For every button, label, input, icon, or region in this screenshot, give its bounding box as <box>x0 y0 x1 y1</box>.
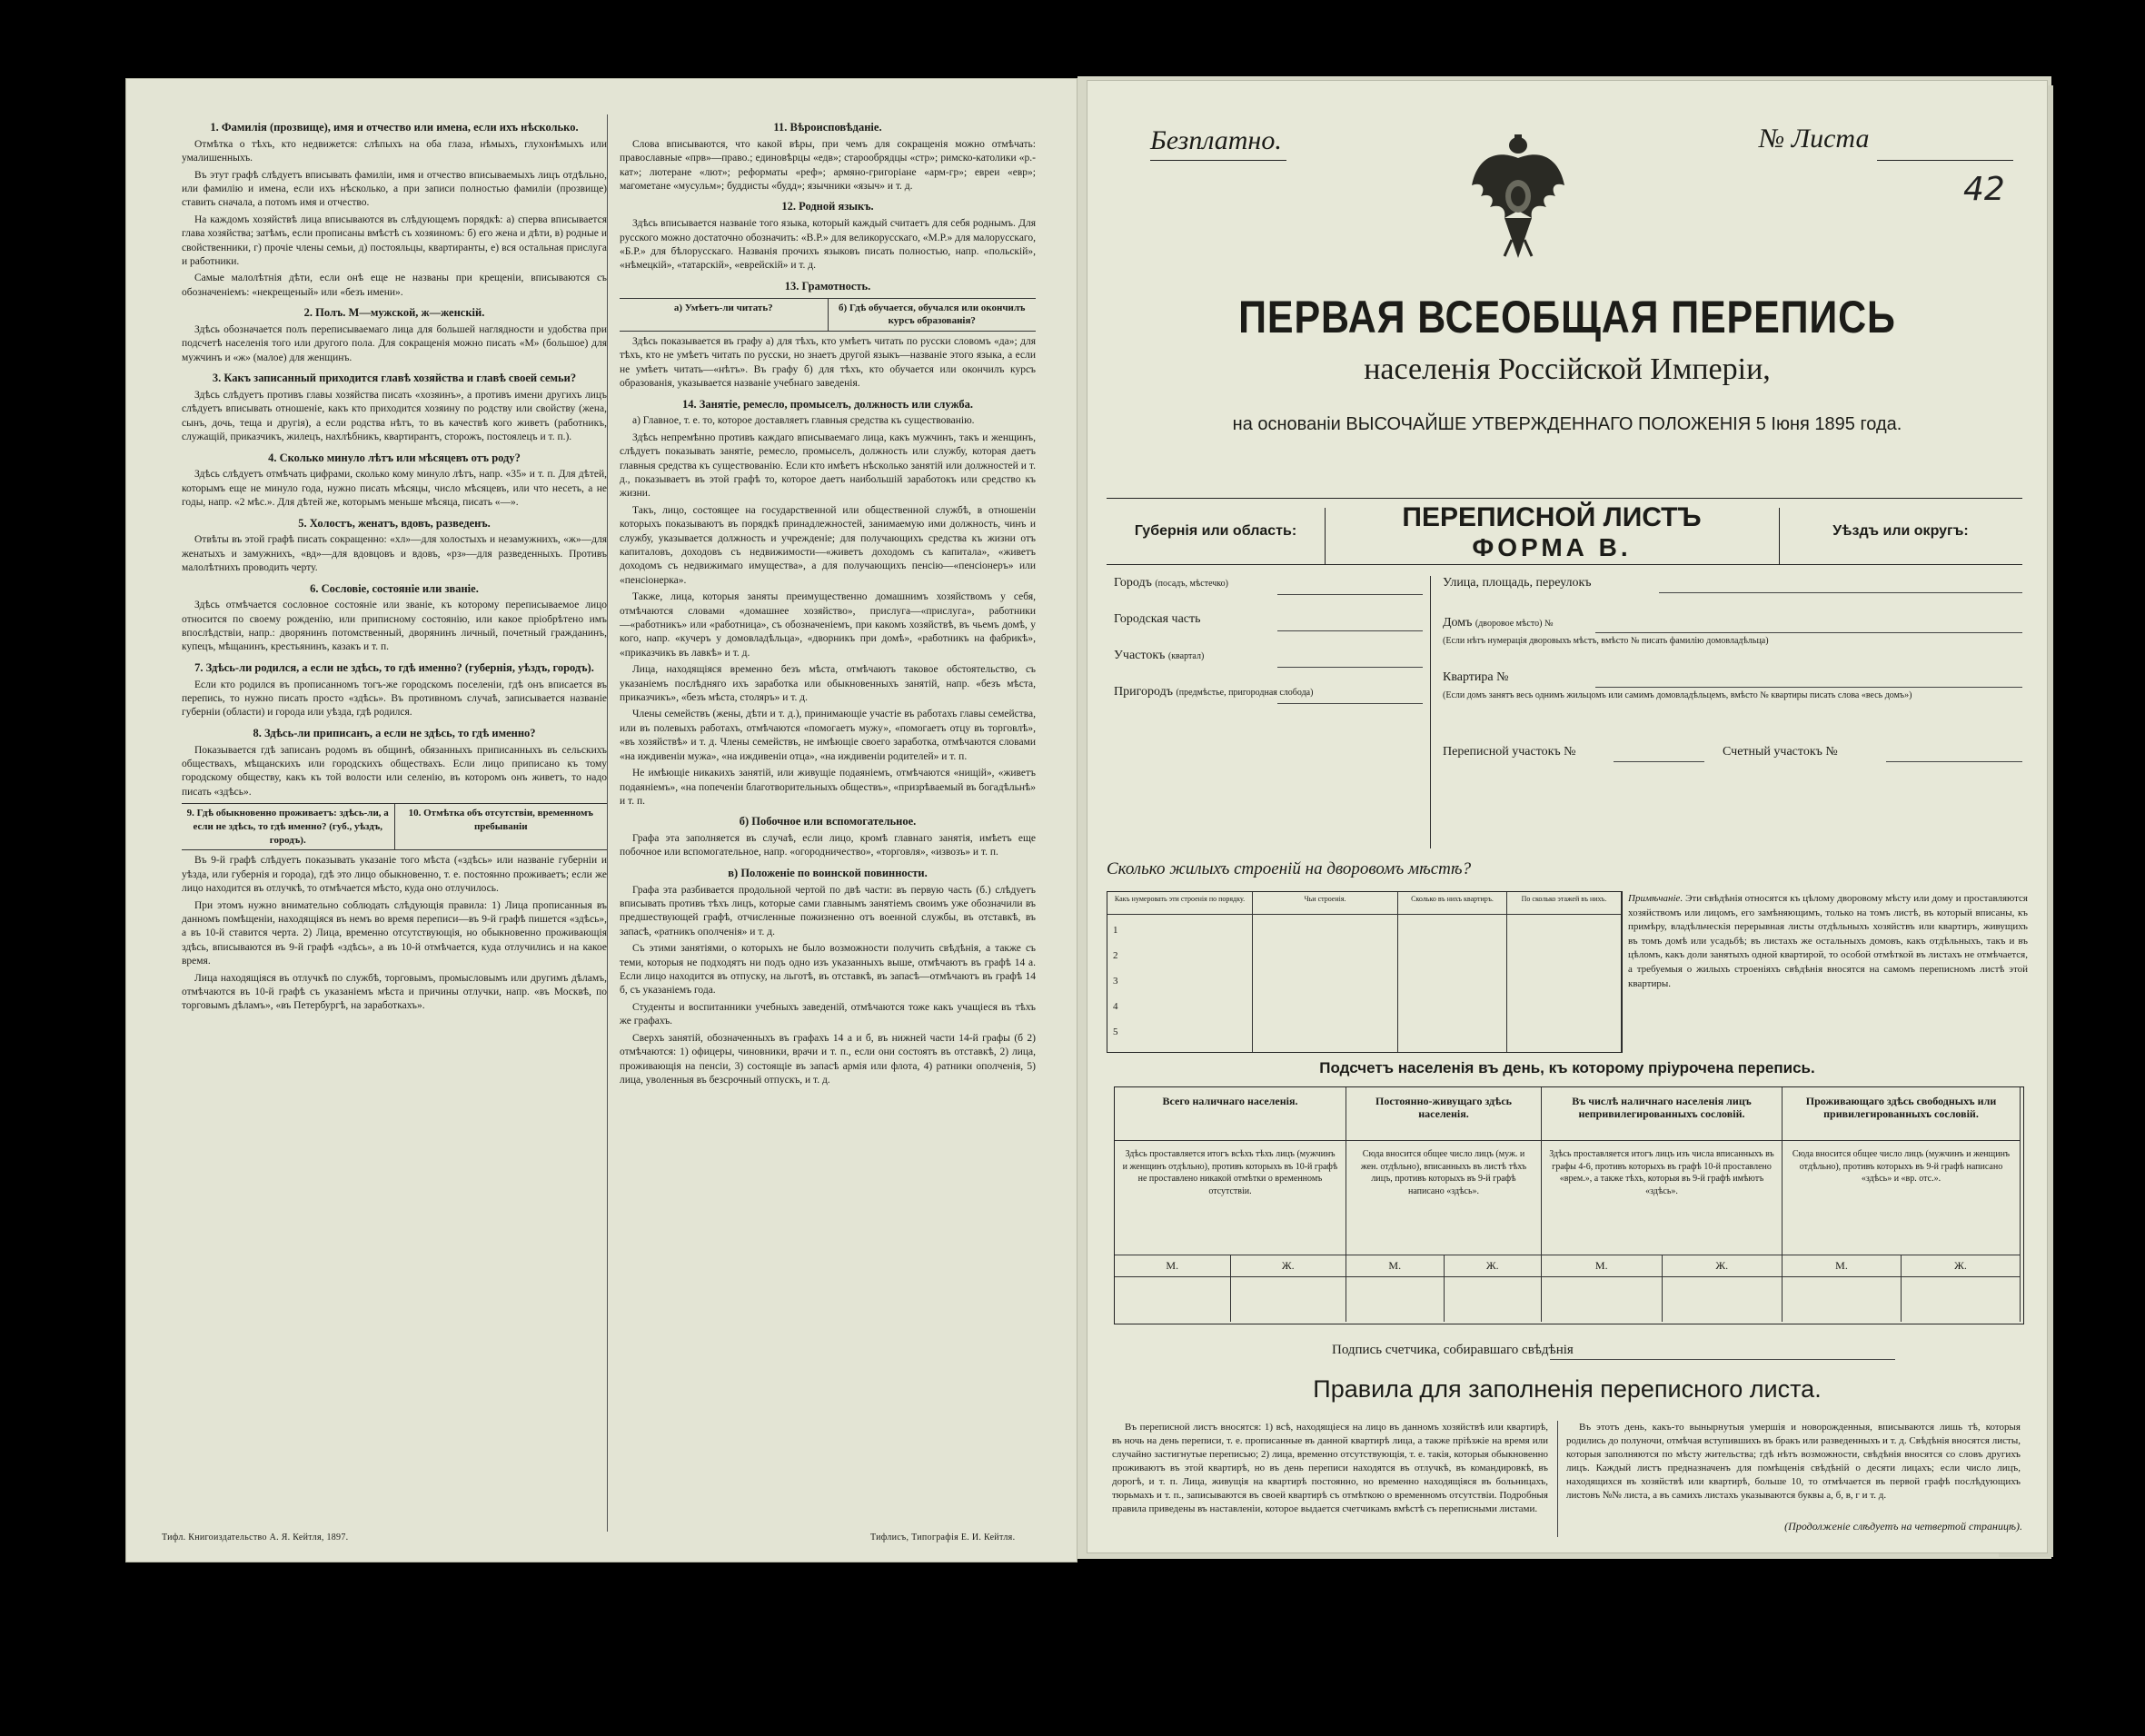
section-heading: 7. Здѣсь-ли родился, а если не здѣсь, то гдѣ именно? (губернія, уѣздъ, городъ). <box>194 660 594 674</box>
instruction-paragraph: Лица находящіяся въ отлучкѣ по службѣ, торговымъ, промысловымъ или другимъ дѣламъ, отмѣчаются въ 10-й графѣ съ указаніемъ мѣста и причины отлучки, напр. «въ Москвѣ, по торговымъ дѣламъ», «въ Петербургѣ, на заработкахъ». <box>182 972 607 1012</box>
rules-column-left <box>1112 1421 1548 1537</box>
rules-right-text: Въ этотъ день, какъ-то вынырнутыя умершія и новорожденныя, вписываются лишь тѣ, которыя родились до полуночи, отмѣчая вступившихъ въ бракъ или разведенныхъ и т. д. Свѣдѣнія вносятся листы, которыя заполняются по мѣсту жительства; гдѣ нѣтъ возможности, свѣдѣнія вносятся со словъ другихъ лицъ. Каждый листъ предназначенъ для помѣщенія свѣдѣній о десяти лицахъ; если число лицъ, находящихся въ хозяйствѣ или квартирѣ, больше 10, то отмѣчается въ первой графѣ послѣдующихъ листовъ №№ листа, а въ самихъ листахъ указываются буквы а, б, в, г и т. д. <box>1566 1422 2021 1501</box>
address-label: Городская часть <box>1114 612 1201 626</box>
instruction-paragraph: Такъ, лицо, состоящее на государственной или общественной службѣ, в отношеніи которыхъ показываютъ въ порядкѣ принадлежностей, занимаемую ими должность, чинъ и службу, указывается должность и учрежденіе; для получающихъ средства къ жизни отъ капиталовъ, доходовъ съ недвижимости—«живетъ доходомъ съ капитала», «живетъ доходомъ съ недвижимаго имущества», а для получающихъ пенсію—«пенсіонеръ» или «пенсіонерка». <box>620 504 1036 586</box>
count-table-sex-header: Ж. <box>1231 1255 1347 1276</box>
address-label: Домъ <box>1443 616 1475 630</box>
instruction-paragraph: На каждомъ хозяйствѣ лица вписываются въ слѣдующемъ порядкѣ: а) сперва вписывается глава хозяйства; затѣмъ, если прописаны вмѣстѣ съ хозяиномъ: б) его жена и дѣти, в) родные и свойственники, г) прочіе члены семьи, д) постояльцы, квартиранты, е) вся остальная прислуга и работники. <box>182 213 607 267</box>
count-table-sex-header: Ж. <box>1663 1255 1783 1276</box>
count-table-entry-cell <box>1542 1276 1663 1322</box>
address-hint: (Если домъ занятъ весь однимъ жильцомъ или самимъ домовладѣльцемъ, вмѣсто № квартиры писать слова «весь домъ») <box>1443 690 1912 700</box>
count-table-entry-cell <box>1115 1276 1231 1322</box>
count-table-sex-header: М. <box>1783 1255 1902 1276</box>
address-label: Улица, площадь, переулокъ <box>1443 576 1592 590</box>
address-field-left <box>1114 685 1313 699</box>
count-table-sex-header: Ж. <box>1445 1255 1543 1276</box>
instruction-paragraph: Здѣсь отмѣчается сословное состояніе или званіе, къ которому переписываемое лицо относится по своему рожденію, или приписному состоянію, или какое пріобрѣтено имъ впослѣдствіи, напр.: дворянинъ потомственный, дворянинъ личный, почетный гражданинъ, купецъ, мѣщанинъ, крестьянинъ, казакъ и т. п. <box>182 600 607 653</box>
form-title: ПЕРЕПИСНОЙ ЛИСТЪ <box>1402 502 1702 532</box>
section-heading: 11. Вѣроисповѣданіе. <box>773 121 882 134</box>
section-heading: 13. Грамотность. <box>784 279 871 293</box>
census-subtitle: населенія Россійской Имперіи, <box>1364 352 1771 386</box>
instructions-column-2 <box>620 114 1036 1532</box>
section-heading: 3. Какъ записанный приходится главѣ хозяйства и главѣ своей семьи? <box>212 372 577 385</box>
instruction-paragraph: Отвѣты въ этой графѣ писать сокращенно: «хл»—для холостыхъ и незамужнихъ, «ж»—для женатыхъ и замужнихъ, «вд»—для вдовцовъ и вдовъ, «рз»—для разведенныхъ. Противъ малолѣтнихъ проводить черту. <box>182 534 607 574</box>
census-title: ПЕРВАЯ ВСЕОБЩАЯ ПЕРЕПИСЬ <box>1238 292 1896 342</box>
address-field-right <box>1443 745 1576 759</box>
instruction-paragraph: а) Главное, т. е. то, которое доставляетъ главныя средства къ существованію. <box>632 415 975 427</box>
instruction-paragraph: Въ 9-й графѣ слѣдуетъ показывать указаніе того мѣста («здѣсь» или названіе губерніи и уѣзда, или губернія и города), гдѣ это лицо обыкновенно, т. е. постоянно проживаетъ; если же лицо находится въ отлучкѣ, то отмѣчается мѣсто, куда оно отлучилось. <box>182 855 607 895</box>
count-table-explanation: Здѣсь проставляется итогъ лицъ изъ числа вписанныхъ въ графы 4-6, противъ которыхъ въ графѣ 10-й проставлено «врем.», а также тѣхъ, которыя въ 9-й графѣ имѣютъ «здѣсь». <box>1542 1140 1783 1255</box>
address-line <box>1659 592 2022 593</box>
census-legal-basis: на основаніи ВЫСОЧАЙШЕ УТВЕРЖДЕННАГО ПОЛОЖЕНІЯ 5 Іюня 1895 года. <box>1232 414 1902 434</box>
address-line <box>1277 594 1423 595</box>
instruction-paragraph: Лица, находящіяся временно безъ мѣста, отмѣчаютъ таковое обстоятельство, съ указаніемъ послѣдняго ихъ заработка или обыкновенныхъ занятій, напр. «безъ мѣста, приказчикъ», «безъ мѣста, столяръ» и т. д. <box>620 664 1036 704</box>
address-label: Переписной участокъ № <box>1443 745 1576 759</box>
instruction-paragraph: Здѣсь слѣдуетъ противъ главы хозяйства писать «хозяинъ», а противъ имени другихъ лицъ слѣдуетъ вписывать отношеніе, какъ кто приходится хозяину по родству или свойству (жена, сынъ, дочь, теща и другія), а если родства нѣтъ, то въ качествѣ кого живетъ (работникъ, служащій, приказчикъ, жилецъ, нахлѣбникъ, квартирантъ, сторожъ, постоялецъ и т. п.). <box>182 389 607 443</box>
instruction-paragraph: Сверхъ занятій, обозначенныхъ въ графахъ 14 а и б, въ нижней части 14-й графы (б 2) отмѣчаются: 1) офицеры, чиновники, врачи и т. п., если они состоятъ въ отставкѣ, 2) лица, проживающія на пенсіи, 3) состоящіе въ запасѣ армія или флота, 4) ратники ополченія, 5) лица, уволенныя въ безсрочный отпускъ, и т. д. <box>620 1032 1036 1086</box>
address-line <box>1595 687 2022 688</box>
address-label: Участокъ <box>1114 649 1168 662</box>
count-table-header: Постоянно-живущаго здѣсь населенія. <box>1346 1087 1542 1140</box>
instruction-paragraph: Здѣсь показывается въ графу а) для тѣхъ, кто умѣетъ читать по русски словомъ «да»; для тѣхъ, кто не умѣетъ читать по русски, но знаетъ другой языкъ—названіе этого языка, а если не умѣетъ читать—«нѣтъ». Въ графу б) для тѣхъ, кто обучается или окончилъ курсъ образованія, указывается названіе учебнаго заведенія. <box>620 335 1036 390</box>
address-field-right <box>1443 690 2006 700</box>
rules-left-text: Въ переписной листъ вносятся: 1) всѣ, находящіеся на лицо въ данномъ хозяйствѣ или квартирѣ, въ ночь на день переписи, т. е. прописанные въ данной квартирѣ лица, а также пріѣзжіе на время или случайно застигнутые переписью; 2) лица, временно отсутствующія, т. е. такія, которыя обыкновенно проживаютъ въ этой квартирѣ, но въ день переписи находятся въ отлучкѣ, въ командировкѣ, въ дорогѣ, и т. п. Лица, живущія на квартирѣ постоянно, но временно находящіяся въ больницахъ, тюрьмахъ и т. п., записываются въ своей квартирѣ съ отмѣткою о временномъ отсутствіи. Подробныя правила приведены въ наставленіи, которое выдается счетчикамъ вмѣстѣ съ переписными листами. <box>1112 1422 1548 1514</box>
address-field-right <box>1443 576 1591 590</box>
instruction-paragraph: Здѣсь непремѣнно противъ каждаго вписываемаго лица, какъ мужчинъ, такъ и женщинъ, слѣдуетъ показывать занятіе, ремесло, промыселъ, должность или службу, которая даетъ главныя средства къ существованію. Если кто имѣетъ нѣсколько занятій или должностей и т. д., показываетъ въ этой графѣ то, которое даетъ наибольшій заработокъ или средство къ жизни. <box>620 432 1036 500</box>
rules-title: Правила для заполненія переписного листа. <box>1313 1375 1822 1403</box>
instruction-paragraph: Здѣсь вписывается названіе того языка, который каждый считаетъ для себя роднымъ. Для русского можно достаточно обозначить: «В.Р.» для великорусскаго, «М.Р.» для малорусскаго, «Б.Р.» для бѣлорусскаго. Названія прочихъ языковъ писать полностью, напр. «польскій», «нѣмецкій», «татарскій», «еврейскій» и т. д. <box>620 218 1036 272</box>
section-heading: 1. Фамилія (прозвище), имя и отчество или имена, если ихъ нѣсколько. <box>210 121 579 134</box>
address-hint: (Если нѣтъ нумерація дворовыхъ мѣстъ, вмѣсто № писать фамилію домовладѣльца) <box>1443 636 1769 646</box>
buildings-table-header: Сколько въ нихъ квартиръ. <box>1398 892 1507 1052</box>
address-field-left <box>1114 576 1228 590</box>
section-heading: б) Побочное или вспомогательное. <box>739 815 917 828</box>
address-line <box>1595 632 2022 633</box>
instruction-paragraph: Въ этут графѣ слѣдуетъ вписывать фамиліи, имя и отчество вписываемыхъ лицъ отдѣльно, или фамилію и имена, если ихъ нѣсколько, а при записи полностью фамиліи (прозвище) ставить сначала, а потомъ имя и отчество. <box>182 169 607 209</box>
printer-imprint-left: Тифл. Книгоиздательство А. Я. Кейтля, 1897. <box>162 1533 349 1543</box>
count-table-entry-cell <box>1783 1276 1902 1322</box>
sheet-number-label: № Листа <box>1759 124 1870 154</box>
count-table-entry-cell <box>1445 1276 1543 1322</box>
question-box-cell: 9. Гдѣ обыкновенно проживаетъ: здѣсь-ли, а если не здѣсь, то гдѣ именно? (губ., уѣздъ, городъ). <box>186 808 389 846</box>
count-table-entry-cell <box>1902 1276 2021 1322</box>
address-label: Городъ <box>1114 576 1156 590</box>
instruction-paragraph: Отмѣтка о тѣхъ, кто недвижется: слѣпыхъ на оба глаза, нѣмыхъ, глухонѣмыхъ или умалишенныхъ. <box>182 138 607 164</box>
count-table-explanation: Здѣсь проставляется итогъ всѣхъ тѣхъ лицъ (мужчинъ и женщинъ отдѣльно), противъ которыхъ въ 10-й графѣ не проставлено никакой отмѣтки о временномъ отсутствіи. <box>1115 1140 1346 1255</box>
address-line <box>1614 761 1704 762</box>
instruction-paragraph: Самые малолѣтнія дѣти, если онѣ еще не названы при крещеніи, вписываются съ обозначеніемъ: «некрещеный» или «безъ имени». <box>182 273 607 298</box>
enumerator-signature-label: Подпись счетчика, собиравшаго свѣдѣнія <box>1332 1343 1574 1357</box>
instructions-column-1 <box>182 114 607 1532</box>
address-field-left <box>1114 612 1201 627</box>
form-type: ФОРМА В. <box>1472 533 1632 561</box>
question-box-cell: 10. Отмѣтка объ отсутствіи, временномъ пребываніи <box>394 804 608 849</box>
rules-divider <box>1557 1421 1558 1537</box>
address-field-right <box>1443 616 1553 630</box>
count-table-explanation: Сюда вносится общее число лицъ (мужчинъ и женщинъ отдѣльно), противъ которыхъ въ 9-й графѣ написано «здѣсь» и «вр. отс.». <box>1783 1140 2021 1255</box>
literacy-question-box <box>620 298 1036 332</box>
buildings-row-number: 4 <box>1113 1001 1118 1012</box>
right-page <box>1087 80 2048 1553</box>
section-heading: 14. Занятіе, ремесло, промыселъ, должность или служба. <box>681 397 974 411</box>
count-table-sex-header: М. <box>1346 1255 1445 1276</box>
instruction-paragraph: Здѣсь обозначается полъ переписываемаго лица для большей наглядности и удобства при подсчетѣ населенія того или другого пола. Для сокращенія можно писать «М» (большое) для мужчинъ и «ж» (малое) для женщинъ. <box>182 323 607 363</box>
instruction-paragraph: Если кто родился въ прописанномъ тогъ-же городскомъ поселеніи, гдѣ онъ вписается въ перепись, то нужно писать просто «здѣсь». Въ противномъ случаѣ, записывается названіе губерніи (области) и города или уѣзда, гдѣ родился. <box>182 679 607 719</box>
section-heading: в) Положеніе по воинской повинности. <box>728 866 928 879</box>
buildings-row-number: 3 <box>1113 976 1118 987</box>
buildings-note <box>1628 892 2028 991</box>
count-table-sex-header: М. <box>1542 1255 1663 1276</box>
instruction-paragraph: Не имѣющіе никакихъ занятій, или живущіе подаяніемъ, отмѣчаются «нищій», «живетъ подаяніемъ», «на попеченіи благотворительныхъ обществъ», «призрѣваемый въ богадѣльнѣ» и т. п. <box>620 768 1036 807</box>
free-underline <box>1150 160 1286 161</box>
address-hint: (дворовое мѣсто) № <box>1475 619 1554 629</box>
printer-imprint-right: Тифлисъ, Типографія Е. И. Кейтля. <box>870 1533 1016 1543</box>
instruction-paragraph: Члены семействъ (жены, дѣти и т. д.), принимающіе участіе въ работахъ главы семейства, или въ полевыхъ работахъ, отмѣчаются «помогаетъ мужу», «помогаетъ отцу въ торговлѣ», «въ хозяйствѣ» и т. д. Члены семействъ, не имѣющіе своего заработка, отмѣчаются словами «на иждивеніи мужа», «на иждивеніи отца», «на иждивеніи родителей» и т. п. <box>620 709 1036 762</box>
count-table-entry-cell <box>1663 1276 1783 1322</box>
count-table-header: Проживающаго здѣсь свободныхъ или привилегированныхъ сословій. <box>1783 1087 2021 1140</box>
address-hint: (предмѣстье, пригородная слобода) <box>1176 688 1314 698</box>
address-line <box>1886 761 2022 762</box>
address-field-right <box>1723 745 1838 759</box>
count-table-entry-cell <box>1346 1276 1445 1322</box>
instruction-paragraph: Здѣсь слѣдуетъ отмѣчать цифрами, сколько кому минуло лѣтъ, напр. «35» и т. п. Для дѣтей, которымъ еще не минуло года, нужно писать мѣсяцы, число мѣсяцевъ, или что несеть, а не годы, напр. «2 мѣс.». Для дѣтей же, которымъ меньше мѣсяца, писать «—». <box>182 469 607 509</box>
address-field-right <box>1443 636 2006 646</box>
instruction-paragraph: Съ этими занятіями, о которыхъ не было возможности получить свѣдѣнія, а также съ теми, которыя не подходятъ ни подъ одно изъ указанныхъ выше, отмѣчаютъ въ графѣ 14 а. Если лицо находится въ отпуску, на льготѣ, въ отставкѣ, въ запасѣ—отмѣчаютъ въ графѣ 14 б, съ указаніемъ года. <box>620 943 1036 997</box>
buildings-table-header-rule <box>1107 914 1622 915</box>
address-hint: (квартал) <box>1167 651 1205 661</box>
rules-continuation: (Продолженіе слѣдуетъ на четвертой страницѣ). <box>1784 1520 2022 1533</box>
rules-column-right <box>1566 1421 2021 1519</box>
note-body: Эти свѣдѣнія относятся къ цѣлому дворовому мѣсту или дому и проставляются хозяйствомъ или лицомъ, его замѣняющимъ, только на томъ листѣ, въ который вписаны, къ примѣру, владѣльческія перерывная листы отдѣльныхъ хозяйствъ или квартиръ, живущихъ въ томъ домѣ или усадьбѣ; въ листахъ же остальныхъ домовъ, какъ отдѣльныхъ, такъ и въ цѣломъ, какъ доли занятыхъ одной квартирой, то особой отмѣткой въ листахъ не отмѣчается, а требуемыя о жилыхъ строеніяхъ свѣдѣнія вносятся на самомъ переписномъ листѣ этой квартиры. <box>1628 893 2028 989</box>
address-divider <box>1430 576 1431 848</box>
instruction-paragraph: При этомъ нужно внимательно соблюдать слѣдующія правила: 1) Лица прописанныя въ данномъ помѣщеніи, находящіяся въ немъ во время переписи—въ 9-й графѣ пишется «здѣсь», а въ 10-й ставится черта. 2) Лица, временно отсутствующія, но обыкновенно проживающія здѣсь, вписываются въ 9-й графѣ «здѣсь», а въ 10-й отмѣчается, куда отлучились и на какое время. <box>182 899 607 967</box>
population-count-title: Подсчетъ населенія въ день, къ которому пріурочена перепись. <box>1319 1059 1815 1076</box>
note-label: Примѣчаніе. <box>1628 893 1683 904</box>
buildings-table-header: По сколько этажей въ нихъ. <box>1507 892 1622 1052</box>
buildings-row-number: 1 <box>1113 925 1118 936</box>
column-divider <box>607 114 608 1532</box>
count-table-header: Всего наличнаго населенія. <box>1115 1087 1346 1140</box>
buildings-question: Сколько жилыхъ строеній на дворовомъ мѣстѣ? <box>1107 859 1472 878</box>
imperial-eagle-emblem-icon <box>1468 131 1568 267</box>
buildings-table-header: Какъ нумеровать эти строенія по порядку. <box>1107 892 1253 1052</box>
address-line <box>1277 667 1423 668</box>
free-label: Безплатно. <box>1150 125 1282 155</box>
address-label: Счетный участокъ № <box>1723 745 1838 759</box>
section-heading: 12. Родной языкъ. <box>781 200 874 213</box>
section-heading: 6. Сословіе, состояніе или званіе. <box>310 581 479 595</box>
count-table-explanation: Сюда вносится общее число лицъ (муж. и жен. отдѣльно), вписанныхъ въ листѣ тѣхъ лицъ, противъ которыхъ въ 9-й графѣ написано «здѣсь». <box>1346 1140 1542 1255</box>
buildings-table <box>1107 891 1623 1053</box>
address-label: Пригородъ <box>1114 685 1177 699</box>
address-hint: (посадъ, мѣстечко) <box>1155 579 1228 589</box>
district-label: Уѣздъ или округъ: <box>1832 523 1969 539</box>
population-count-table <box>1114 1086 2024 1324</box>
count-table-entry-cell <box>1231 1276 1347 1322</box>
buildings-table-header: Чьи строенія. <box>1253 892 1398 1052</box>
question-box-cell: б) Гдѣ обучается, обучался или окончилъ курсъ образованія? <box>828 299 1037 331</box>
address-label: Квартира № <box>1443 670 1509 684</box>
sheet-number-handwritten: 42 <box>1963 171 2005 208</box>
instruction-paragraph: Студенты и воспитанники учебныхъ заведеній, отмѣчаются тоже какъ учащіеся въ тѣхъ же графахъ. <box>620 1001 1036 1027</box>
instruction-paragraph: Графа эта разбивается продольной чертой по двѣ части: въ первую часть (б.) слѣдуетъ вписывать противъ тѣхъ лицъ, которые сами главнымъ занятіемъ своимъ уже обозначили въ предшествующей графѣ, отчисленные пожизненно отъ военной службы, въ отставкѣ, въ запасѣ, «ратникъ ополченія» и т. д. <box>620 884 1036 937</box>
instruction-paragraph: Слова вписываются, что какой вѣры, при чемъ для сокращенія можно отмѣчать: православные «прв»—право.; единовѣрцы «едв»; старообрядцы «стр»; римско-католики «р.-кат»; лютеране «лют»; реформаты «реф»; армяно-григоріане «арм-гр»; евреи «евр»; магометане «мусульм»; буддисты «будд»; язычники «языч» и т. д. <box>620 138 1036 192</box>
instruction-paragraph: Также, лица, которыя заняты преимущественно домашнимъ хозяйствомъ у себя, отмѣчаются словами «домашнее хозяйство», прислуга—«прислуга», работники—«работникъ» или «работница», съ обозначеніемъ, при какомъ хозяйствѣ, въ чьемъ домѣ, у кого, напр. «кучеръ у домовладѣльца», «дворникъ при домѣ», «работникъ на фабрикѣ», «приказчикъ въ лавкѣ» и т. д. <box>620 591 1036 659</box>
count-table-sex-header: М. <box>1115 1255 1231 1276</box>
instruction-paragraph: Графа эта заполняется въ случаѣ, если лицо, кромѣ главнаго занятія, имѣетъ еще побочное или вспомогательное, напр. «огородничество», «торговля», «извозъ» и т. п. <box>620 833 1036 858</box>
left-page <box>125 78 1077 1562</box>
signature-line <box>1550 1359 1895 1360</box>
buildings-row-number: 5 <box>1113 1027 1118 1037</box>
instruction-paragraph: Показывается гдѣ записанъ родомъ въ общинѣ, обязанныхъ приписанныхъ въ сельскихъ обществахъ, мѣщанскихъ или городскихъ обществахъ. Если лицо приписано къ тому городскому обществу, какъ къ той волости или селенію, въ которомъ онъ живетъ, то надо писать «здѣсь». <box>182 744 607 798</box>
form-header-row <box>1107 498 2022 565</box>
section-heading: 8. Здѣсь-ли приписанъ, а если не здѣсь, то гдѣ именно? <box>253 726 536 739</box>
address-field-left <box>1114 649 1204 663</box>
section-heading: 4. Сколько минуло лѣтъ или мѣсяцевъ отъ роду? <box>268 451 521 464</box>
question-box-cell: а) Умѣетъ-ли читать? <box>673 302 773 313</box>
count-table-sex-header: Ж. <box>1902 1255 2021 1276</box>
sheet-number-underline <box>1877 160 2013 161</box>
count-table-header: Въ числѣ наличнаго населенія лицъ непривилегированныхъ сословій. <box>1542 1087 1783 1140</box>
section-heading: 2. Полъ. М—мужской, ж—женскій. <box>303 306 485 320</box>
buildings-row-number: 2 <box>1113 950 1118 961</box>
address-line <box>1277 703 1423 704</box>
province-label: Губернія или область: <box>1134 523 1297 539</box>
residence-question-box <box>182 803 607 850</box>
section-heading: 5. Холостъ, женатъ, вдовъ, разведенъ. <box>298 516 491 530</box>
address-line <box>1277 630 1423 631</box>
address-field-right <box>1443 670 1508 685</box>
